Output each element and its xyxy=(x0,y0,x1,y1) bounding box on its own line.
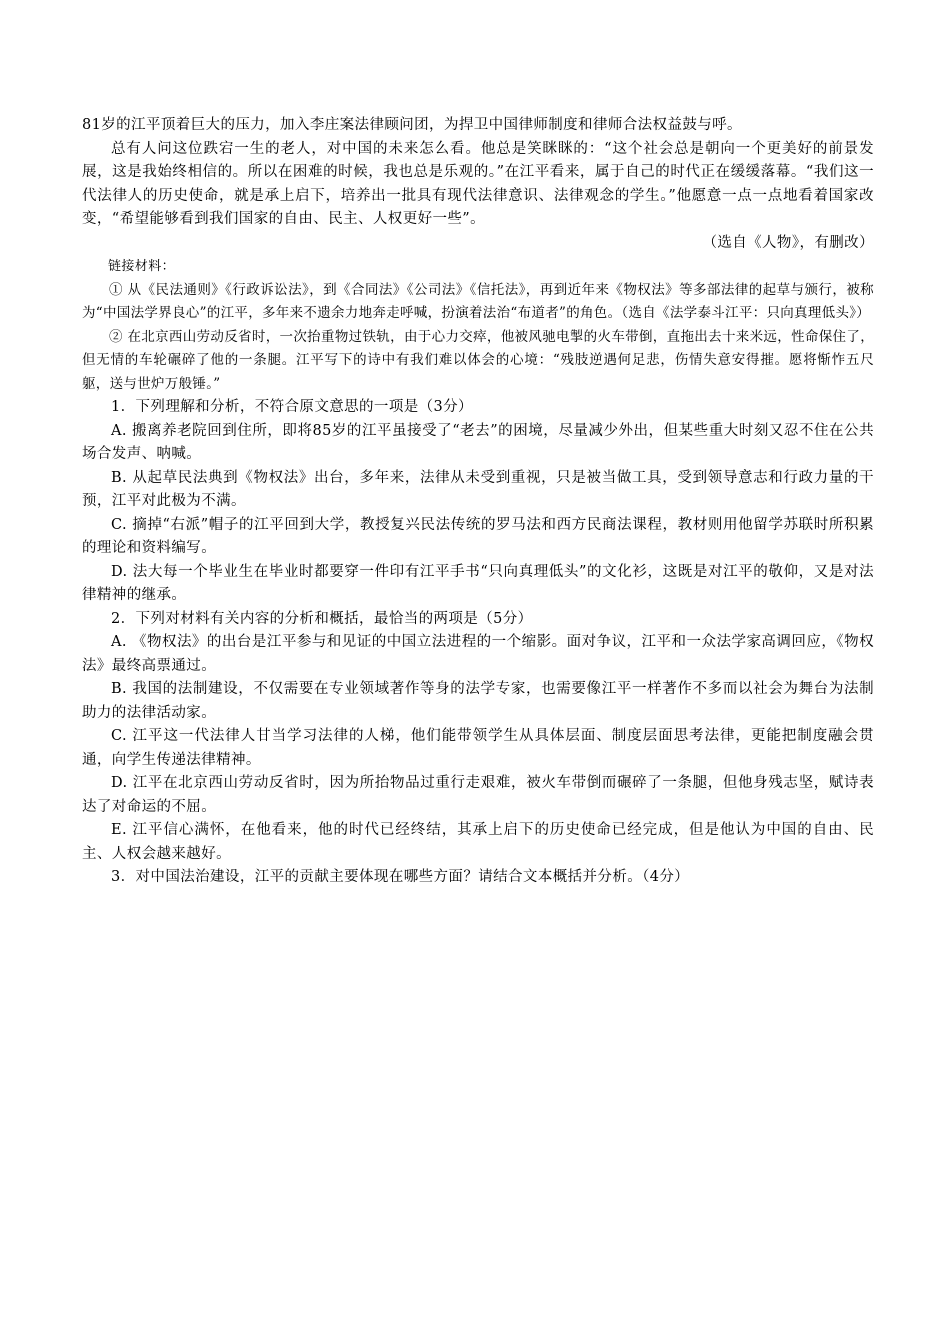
article-paragraph-2: 总有人问这位跌宕一生的老人，对中国的未来怎么看。他总是笑眯眯的：“这个社会总是朝向一个更美好的前景发展，这是我始终相信的。所以在困难的时候，我也总是乐观的。”在江平看来，属于自己的时代正在缓缓落幕。“我们这一代法律人的历史使命，就是承上启下，培养出一批具有现代法律意识、法律观念的学生。”他愿意一点一点地看着国家改变，“希望能够看到我们国家的自由、民主、人权更好一些”。 xyxy=(82,140,874,227)
question-1-option-c: C. 摘掉“右派”帽子的江平回到大学，教授复兴民法传统的罗马法和西方民商法课程，教材则用他留学苏联时所积累的理论和资料编写。 xyxy=(82,516,874,556)
link-material-1: ① 从《民法通则》《行政诉讼法》，到《合同法》《公司法》《信托法》，再到近年来《物权法》等多部法律的起草与颁行，被称为“中国法学界良心”的江平，多年来不遗余力地奔走呼喊，扮演着法治“布道者”的角色。（选自《法学泰斗江平：只向真理低头》） xyxy=(82,281,874,321)
question-2-option-c: C. 江平这一代法律人甘当学习法律的人梯，他们能带领学生从具体层面、制度层面思考法律，更能把制度融会贯通，向学生传递法律精神。 xyxy=(82,728,874,768)
question-2-option-b: B. 我国的法制建设，不仅需要在专业领域著作等身的法学专家，也需要像江平一样著作不多而以社会为舞台为法制助力的法律活动家。 xyxy=(82,681,874,721)
question-1-stem: 1．下列理解和分析，不符合原文意思的一项是（3分） xyxy=(111,399,473,415)
question-2-option-d: D. 江平在北京西山劳动反省时，因为所抬物品过重行走艰难，被火车带倒而碾碎了一条腿，但他身残志坚，赋诗表达了对命运的不屈。 xyxy=(82,775,874,815)
question-2-option-a: A. 《物权法》的出台是江平参与和见证的中国立法进程的一个缩影。面对争议，江平和一众法学家高调回应，《物权法》最终高票通过。 xyxy=(82,634,874,674)
article-paragraph-1: 81岁的江平顶着巨大的压力，加入李庄案法律顾问团，为捍卫中国律师制度和律师合法权益鼓与呼。 xyxy=(82,117,742,133)
question-1-option-d: D. 法大每一个毕业生在毕业时都要穿一件印有江平手书“只向真理低头”的文化衫，这既是对江平的敬仰，又是对法律精神的继承。 xyxy=(82,563,874,603)
link-materials-title: 链接材料： xyxy=(108,259,176,274)
question-3-stem: 3．对中国法治建设，江平的贡献主要体现在哪些方面？请结合文本概括并分析。（4分） xyxy=(111,869,690,885)
question-2-option-e: E. 江平信心满怀，在他看来，他的时代已经终结，其承上启下的历史使命已经完成，但是他认为中国的自由、民主、人权会越来越好。 xyxy=(82,822,874,862)
article-source: （选自《人物》，有删改） xyxy=(702,234,874,251)
question-1-option-b: B. 从起草民法典到《物权法》出台，多年来，法律从未受到重视，只是被当做工具，受到领导意志和行政力量的干预，江平对此极为不满。 xyxy=(82,469,874,509)
question-1-option-a: A. 搬离养老院回到住所，即将85岁的江平虽接受了“老去”的困境，尽量减少外出，但某些重大时刻又忍不住在公共场合发声、呐喊。 xyxy=(82,422,874,462)
link-material-2: ② 在北京西山劳动反省时，一次抬重物过铁轨，由于心力交瘁，他被风驰电掣的火车带倒，直拖出去十来米远，性命保住了，但无情的车轮碾碎了他的一条腿。江平写下的诗中有我们难以体会的心境：“残肢逆遇何足悲，伤情失意安得摧。愿将惭怍五尺躯，送与世炉万般锤。” xyxy=(82,328,874,392)
document-page xyxy=(82,114,874,890)
question-2-stem: 2．下列对材料有关内容的分析和概括，最恰当的两项是（5分） xyxy=(111,610,533,627)
